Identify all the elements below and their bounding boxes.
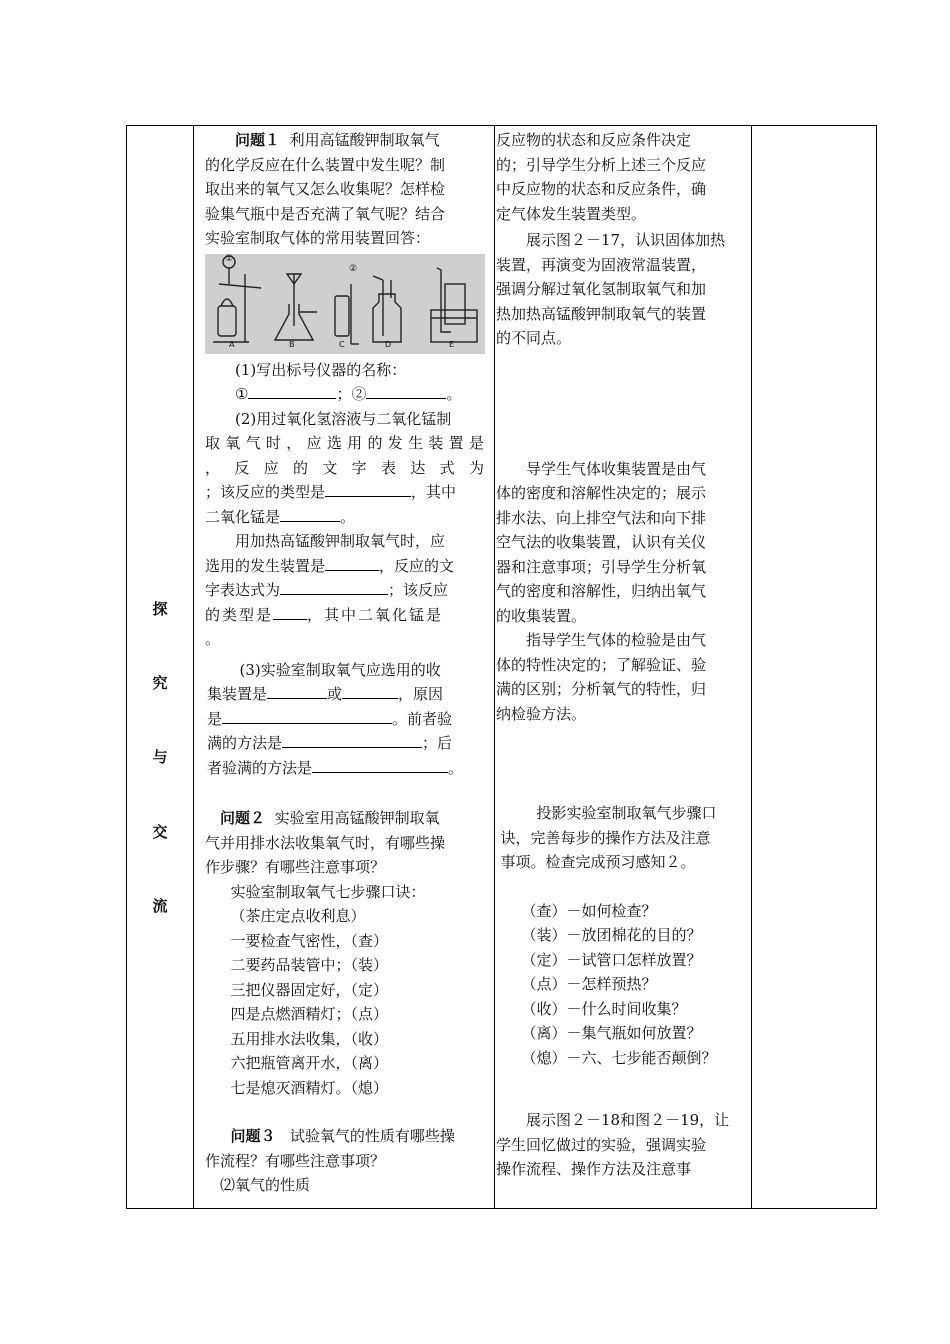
check-item: （定）－试管口怎样放置？ <box>521 950 702 969</box>
answer-blank <box>222 707 392 724</box>
text-line: 器和注意事项；引导学生分析氧 <box>496 557 707 576</box>
text-line: 热加热高锰酸钾制取氧气的装置 <box>496 304 707 323</box>
section-label-char: 探 <box>152 600 168 618</box>
section-label-char: 与 <box>152 748 168 766</box>
notes-column <box>752 126 876 1208</box>
teacher-activity-column <box>495 126 751 1208</box>
text-line: 投影实验室制取氧气步骤口 <box>536 804 717 822</box>
text-line: 。 <box>205 630 221 648</box>
text-line: 事项。检查完成预习感知２。 <box>500 853 696 871</box>
text-line: 实验室制取气体的常用装置回答： <box>205 229 431 247</box>
figure-label: D <box>385 339 392 349</box>
question-1: 问题１ 利用高锰酸钾制取氧气 <box>235 131 440 149</box>
text-line: 排水法、向上排空气法和向下排 <box>496 508 707 527</box>
text-line: 反应物的状态和反应条件决定 <box>496 131 692 149</box>
figure-mark: ② <box>349 263 358 274</box>
step-item: 四是点燃酒精灯；（点） <box>230 1005 389 1023</box>
answer-blank <box>312 756 448 773</box>
section-label-char: 流 <box>152 897 168 915</box>
question-3: 问题３ 试验氧气的性质有哪些操 <box>230 1127 455 1145</box>
text-line: （茶庄定点收利息） <box>230 907 366 925</box>
figure-label: A <box>229 339 235 349</box>
answer-blank <box>342 682 398 699</box>
blank-line: 满的方法是 ；后 <box>205 731 484 756</box>
figure-label: C <box>339 339 345 349</box>
text-line: 气的密度和溶解性，归纳出氧气 <box>496 582 707 600</box>
check-item: （离）－集气瓶如何放置？ <box>521 1024 702 1042</box>
answer-blank <box>248 382 336 399</box>
text-line: 实验室制取氧气七步骤口诀： <box>230 882 426 901</box>
text-line: (2)用过氧化氢溶液与二氧化锰制 <box>235 409 452 428</box>
text-line: 验集气瓶中是否充满了氧气呢？结合 <box>205 204 446 223</box>
text-line: 气并用排水法收集氧气时，有哪些操 <box>205 833 446 852</box>
text-line: 学生回忆做过的实验，强调实验 <box>496 1135 707 1154</box>
text-line: 的收集装置。 <box>496 606 587 625</box>
text-line: 强调分解过氧化氢制取氧气和加 <box>496 280 707 298</box>
answer-blank <box>280 578 388 595</box>
answer-blank <box>282 731 422 748</box>
section-label-char: 究 <box>152 674 168 692</box>
text-line: 操作流程、操作方法及注意事 <box>496 1160 692 1178</box>
text-line: 指导学生气体的检验是由气 <box>526 631 707 649</box>
check-item: （查）－如何检查？ <box>521 901 657 920</box>
text-line: 诀，完善每步的操作方法及注意 <box>500 828 711 847</box>
blank-line: 是 。前者验 <box>205 707 484 732</box>
check-item: （收）－什么时间收集？ <box>521 999 687 1018</box>
blank-line: 选用的发生装置是 ，反应的文 <box>205 554 484 579</box>
step-item: 六把瓶管离开水，（离） <box>230 1054 389 1072</box>
question-2: 问题２ 实验室用高锰酸钾制取氧 <box>220 809 440 827</box>
section-label-char: 交 <box>152 823 168 841</box>
text-line: ⑵氧气的性质 <box>220 1176 311 1194</box>
blank-line: 二氧化锰是 。 <box>205 505 484 530</box>
text-line: 中反应物的状态和反应条件，确 <box>496 180 707 198</box>
step-item: 二要药品装管中；（装） <box>230 956 389 974</box>
answer-blank <box>325 480 411 497</box>
text-line: 纳检验方法。 <box>496 704 587 723</box>
text-line: (1)写出标号仪器的名称： <box>235 360 407 379</box>
answer-blank <box>366 382 446 399</box>
text-line: 的化学反应在什么装置中发生呢？制 <box>205 155 446 174</box>
blank-line: 者验满的方法是 。 <box>205 756 484 781</box>
text-line: 体的密度和溶解性决定的；展示 <box>496 484 707 502</box>
step-item: 七是熄灭酒精灯。（熄） <box>230 1078 389 1097</box>
text-line: 的不同点。 <box>496 329 572 347</box>
blank-line: ；该反应的类型是 ，其中 <box>205 480 484 505</box>
blank-line: 的类型是 ，其中二氧化锰是 <box>205 603 484 628</box>
text-line: 装置，再演变为固液常温装置， <box>496 255 707 274</box>
answer-blank <box>267 682 327 699</box>
blank-line: 字表达式为 ；该反应 <box>205 578 484 603</box>
text-line: 体的特性决定的；了解验证、验 <box>496 655 707 674</box>
step-item: 一要检查气密性，（查） <box>230 931 389 950</box>
text-line: 作流程？有哪些注意事项？ <box>205 1151 386 1170</box>
answer-blank <box>325 554 379 571</box>
text-line: 导学生气体收集装置是由气 <box>526 459 707 478</box>
text-line: 满的区别；分析氧气的特性，归 <box>496 680 707 698</box>
figure-label: B <box>289 339 295 349</box>
step-item: 五用排水法收集，（收） <box>230 1029 389 1048</box>
answer-blank <box>280 505 340 522</box>
text-line: 取出来的氧气又怎么收集呢？怎样检 <box>205 180 446 198</box>
text-line: 取氧气时，应选用的发生装置是 <box>205 434 484 452</box>
lab-apparatus-drawing <box>205 254 485 354</box>
check-item: （点）－怎样预热？ <box>521 975 657 993</box>
check-item: （熄）－六、七步能否颠倒？ <box>521 1048 717 1067</box>
blank-line: ① ；② 。 <box>205 382 484 407</box>
student-activity-column <box>194 126 494 1208</box>
text-line: 空气法的收集装置，认识有关仪 <box>496 533 707 551</box>
text-line: 展示图２－17，认识固体加热 <box>526 231 726 249</box>
text-line: 用加热高锰酸钾制取氧气时，应 <box>235 532 446 550</box>
text-line: 展示图２－18和图２－19，让 <box>526 1111 730 1129</box>
text-line: 的；引导学生分析上述三个反应 <box>496 155 707 174</box>
text-line: 定气体发生装置类型。 <box>496 204 647 223</box>
text-line: 作步骤？有哪些注意事项？ <box>205 858 386 876</box>
text-line: (3)实验室制取氧气应选用的收 <box>239 660 441 679</box>
blank-line: 集装置是 或 ，原因 <box>205 682 484 707</box>
figure-label: E <box>449 339 455 349</box>
step-item: 三把仪器固定好，（定） <box>230 980 389 999</box>
text-line: ，反应的文字表达式为 <box>205 458 484 477</box>
check-item: （装）－放团棉花的目的？ <box>521 926 702 944</box>
answer-blank <box>273 603 307 620</box>
figure-mark: ① <box>225 253 234 264</box>
apparatus-figure <box>205 254 485 354</box>
lesson-table <box>126 125 877 1209</box>
